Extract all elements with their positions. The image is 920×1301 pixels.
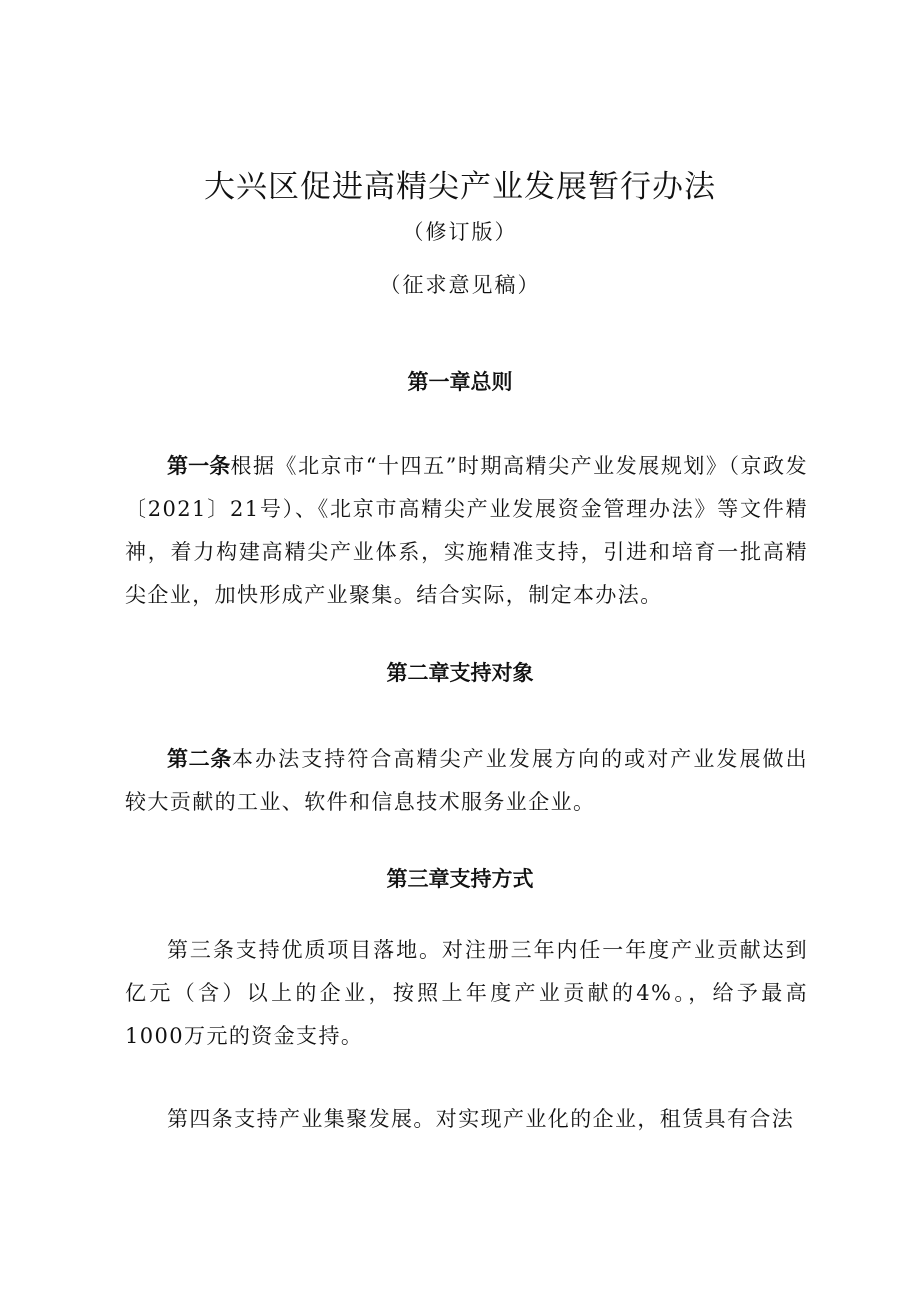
article-1 — [125, 445, 808, 617]
article-2 — [125, 738, 808, 824]
article-2-lead: 第二条 — [167, 747, 232, 771]
chapter-1-heading: 第一章总则 — [407, 370, 513, 394]
article-4 — [125, 1098, 808, 1141]
article-2-text: 本办法支持符合高精尖产业发展方向的或对产业发展做出较大贡献的工业、软件和信息技术服务业企业。 — [125, 747, 808, 814]
article-1-lead: 第一条 — [167, 454, 231, 478]
document-title: 大兴区促进高精尖产业发展暂行办法 — [204, 169, 716, 205]
article-3 — [125, 929, 808, 1058]
article-3-text: 第三条支持优质项目落地。对注册三年内任一年度产业贡献达到亿元（含）以上的企业，按照上年度产业贡献的4%。，给予最高1000万元的资金支持。 — [125, 938, 808, 1048]
chapter-2-heading: 第二章支持对象 — [386, 661, 534, 685]
revision-subtitle: （修订版） — [402, 220, 518, 244]
article-4-text: 第四条支持产业集聚发展。对实现产业化的企业，租赁具有合法 — [167, 1107, 795, 1131]
draft-subtitle: （征求意见稿） — [379, 273, 541, 297]
chapter-3-heading: 第三章支持方式 — [386, 867, 534, 891]
article-1-text: 根据《北京市“十四五”时期高精尖产业发展规划》（京政发〔2021〕21号）、《北京市高精尖产业发展资金管理办法》等文件精神，着力构建高精尖产业体系，实施精准支持，引进和培育一批高精尖企业，加快形成产业聚集。结合实际，制定本办法。 — [125, 454, 808, 607]
